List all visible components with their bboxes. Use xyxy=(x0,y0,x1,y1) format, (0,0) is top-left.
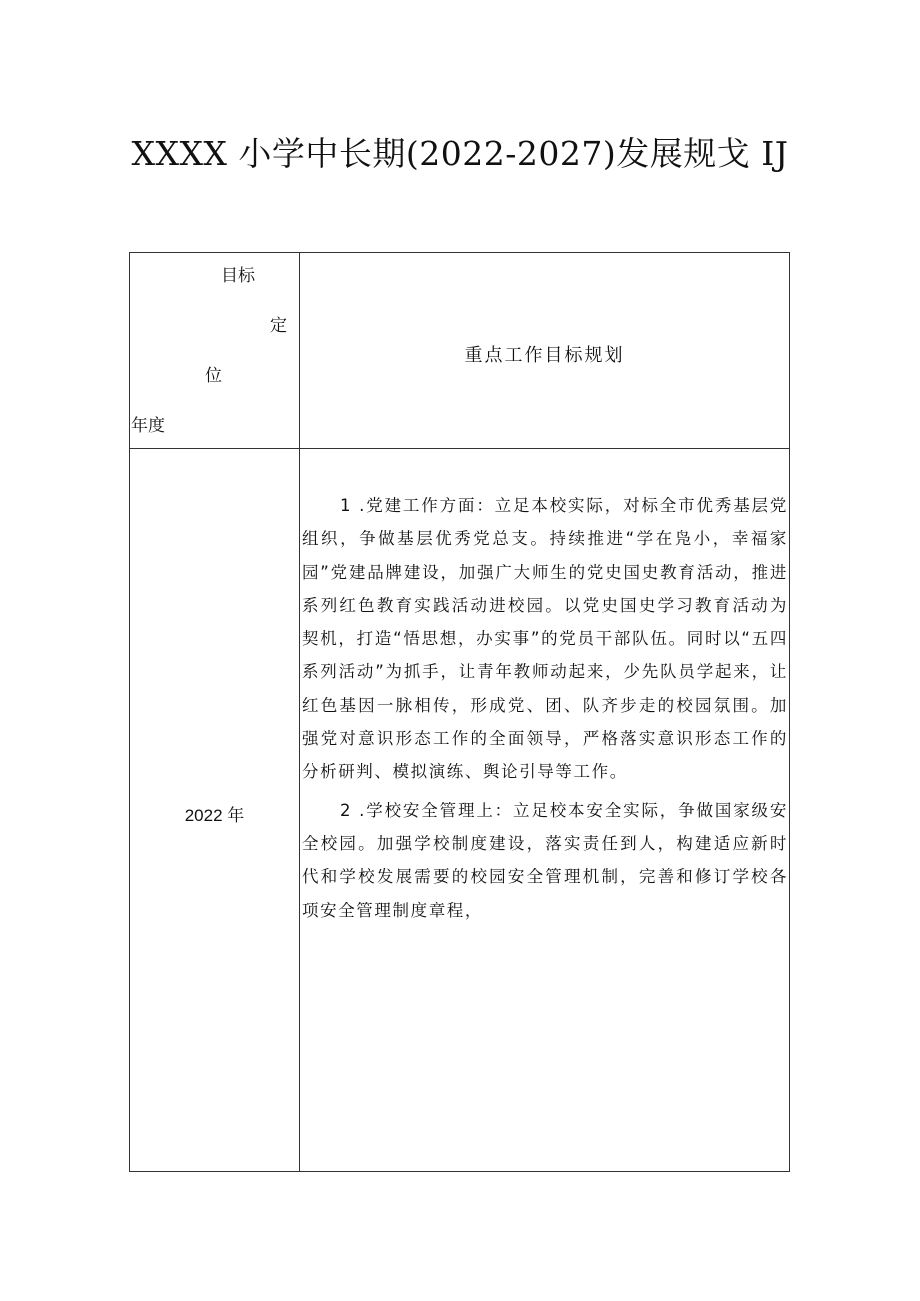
paragraph-party-building: 1 .党建工作方面：立足本校实际，对标全市优秀基层党组织，争做基层优秀党总支。持续推进“学在凫小，幸福家园”党建品牌建设，加强广大师生的党史国史教育活动，推进系列红色教育实践活动进校园。以党史国史学习教育活动为契机，打造“悟思想，办实事”的党员干部队伍。同时以“五四系列活动”为抓手，让青年教师动起来，少先队员学起来，让红色基因一脉相传，形成党、团、队齐步走的校园氛围。加强党对意识形态工作的全面领导，严格落实意识形态工作的分析研判、模拟演练、舆论引导等工作。 xyxy=(302,496,788,782)
column-divider xyxy=(299,253,300,1171)
header-diag-year: 年度 xyxy=(131,416,165,436)
header-diag-ding: 定 xyxy=(270,316,287,336)
paragraph-school-safety: 2 .学校安全管理上：立足校本安全实际，争做国家级安全校园。加强学校制度建设，落实责任到人，构建适应新时代和学校发展需要的校园安全管理机制，完善和修订学校各项安全管理制度章程， xyxy=(302,800,788,920)
header-diag-wei: 位 xyxy=(205,366,222,386)
plan-table xyxy=(129,252,790,1172)
document-title: XXXX 小学中长期(2022-2027)发展规戈 IJ xyxy=(131,134,789,173)
header-row-divider xyxy=(130,448,789,449)
header-key-goals: 重点工作目标规划 xyxy=(464,345,625,366)
header-diag-target: 目标 xyxy=(221,266,255,286)
row-content-cell xyxy=(302,489,788,932)
row-year-cell: 2022 年 xyxy=(184,806,245,825)
